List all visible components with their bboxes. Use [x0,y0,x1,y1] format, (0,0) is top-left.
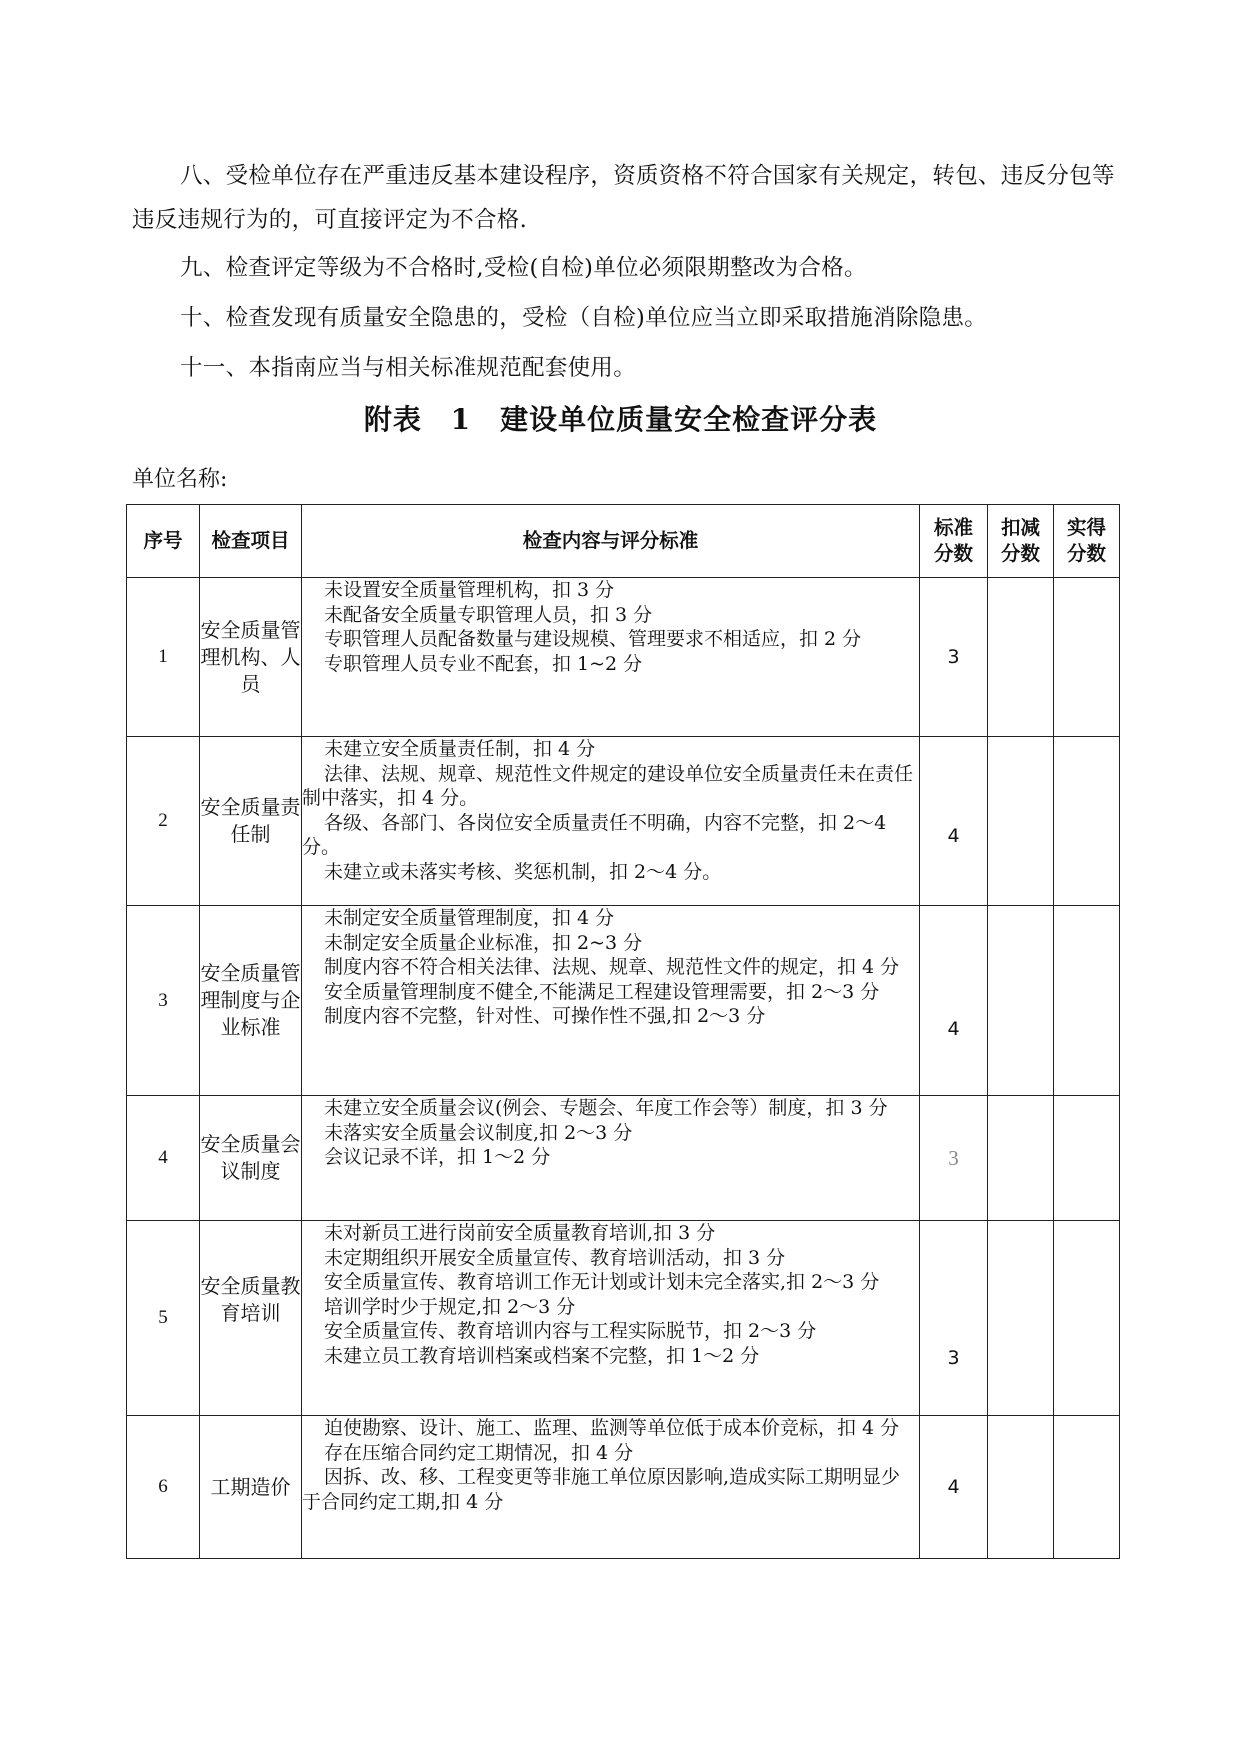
row-deduct-score [988,578,1054,737]
table-row [127,737,1120,906]
row-seq: 2 [127,737,200,906]
row-seq: 3 [127,906,200,1096]
row-standard-score: 3 [920,578,988,737]
row-content: 未建立安全质量会议(例会、专题会、年度工作会等）制度，扣 3 分 未落实安全质量会议制度,扣 2～3 分 会议记录不详，扣 1～2 分 [302,1096,920,1221]
paragraph-10: 十、检查发现有质量安全隐患的，受检（自检)单位应当立即采取措施消除隐患。 [180,305,988,331]
header-item: 检查项目 [200,505,302,578]
table-row [127,578,1120,737]
row-content: 未对新员工进行岗前安全质量教育培训,扣 3 分 未定期组织开展安全质量宣传、教育培训活动，扣 3 分 安全质量宣传、教育培训工作无计划或计划未完全落实,扣 2～3 分 培训学时少于规定,扣 2～3 分 安全质量宣传、教育培训内容与工程实际脱节，扣 2～3 分 未建立员工教育培训档案或档案不完整，扣 1～2 分 [302,1221,920,1416]
header-standard: 标准 分数 [920,505,988,578]
paragraph-8: 八、受检单位存在严重违反基本建设程序，资质资格不符合国家有关规定，转包、违反分包等违反违规行为的，可直接评定为不合格. [132,163,1115,233]
header-actual: 实得 分数 [1054,505,1120,578]
row-actual-score [1054,737,1120,906]
row-standard-score: 4 [920,1416,988,1559]
row-actual-score [1054,1096,1120,1221]
row-seq: 4 [127,1096,200,1221]
header-row [127,505,1120,578]
row-content: 未建立安全质量责任制，扣 4 分 法律、法规、规章、规范性文件规定的建设单位安全质量责任未在责任制中落实，扣 4 分。 各级、各部门、各岗位安全质量责任不明确，内容不完整，扣 2～4 分。 未建立或未落实考核、奖惩机制，扣 2～4 分。 [302,737,920,906]
row-actual-score [1054,1221,1120,1416]
table-row [127,906,1120,1096]
row-item: 安全质量责任制 [200,737,302,906]
row-item: 工期造价 [200,1416,302,1559]
row-standard-score: 4 [920,906,988,1096]
row-content: 迫使勘察、设计、施工、监理、监测等单位低于成本价竞标，扣 4 分 存在压缩合同约定工期情况，扣 4 分 因拆、改、移、工程变更等非施工单位原因影响,造成实际工期明显少于合同约定工期,扣 4 分 [302,1416,920,1559]
row-standard-score: 4 [920,737,988,906]
row-item: 安全质量管理制度与企业标准 [200,906,302,1096]
row-item: 安全质量会议制度 [200,1096,302,1221]
row-content: 未制定安全质量管理制度，扣 4 分 未制定安全质量企业标准，扣 2~3 分 制度内容不符合相关法律、法规、规章、规范性文件的规定，扣 4 分 安全质量管理制度不健全,不能满足工程建设管理需要，扣 2～3 分 制度内容不完整，针对性、可操作性不强,扣 2～3 分 [302,906,920,1096]
row-seq: 1 [127,578,200,737]
table-row [127,1221,1120,1416]
row-deduct-score [988,1221,1054,1416]
header-seq: 序号 [127,505,200,578]
table-row [127,1096,1120,1221]
row-item: 安全质量管理机构、人员 [200,578,302,737]
row-standard-score: 3 [920,1096,988,1221]
row-deduct-score [988,1416,1054,1559]
score-table [126,504,1120,1559]
row-item: 安全质量教育培训 [200,1221,302,1416]
row-actual-score [1054,1416,1120,1559]
table-title: 附表 1 建设单位质量安全检查评分表 [363,403,878,436]
table-row [127,1416,1120,1559]
row-deduct-score [988,906,1054,1096]
row-seq: 6 [127,1416,200,1559]
row-content: 未设置安全质量管理机构，扣 3 分 未配备安全质量专职管理人员，扣 3 分 专职管理人员配备数量与建设规模、管理要求不相适应，扣 2 分 专职管理人员专业不配套，扣 1~2 分 [302,578,920,737]
row-deduct-score [988,1096,1054,1221]
row-actual-score [1054,906,1120,1096]
row-standard-score: 3 [920,1221,988,1416]
paragraph-11: 十一、本指南应当与相关标准规范配套使用。 [180,355,637,381]
header-deduct: 扣减 分数 [988,505,1054,578]
row-seq: 5 [127,1221,200,1416]
row-actual-score [1054,578,1120,737]
unit-name-label: 单位名称: [132,467,228,492]
paragraph-9: 九、检查评定等级为不合格时,受检(自检)单位必须限期整改为合格。 [180,255,867,281]
header-content: 检查内容与评分标准 [302,505,920,578]
row-deduct-score [988,737,1054,906]
